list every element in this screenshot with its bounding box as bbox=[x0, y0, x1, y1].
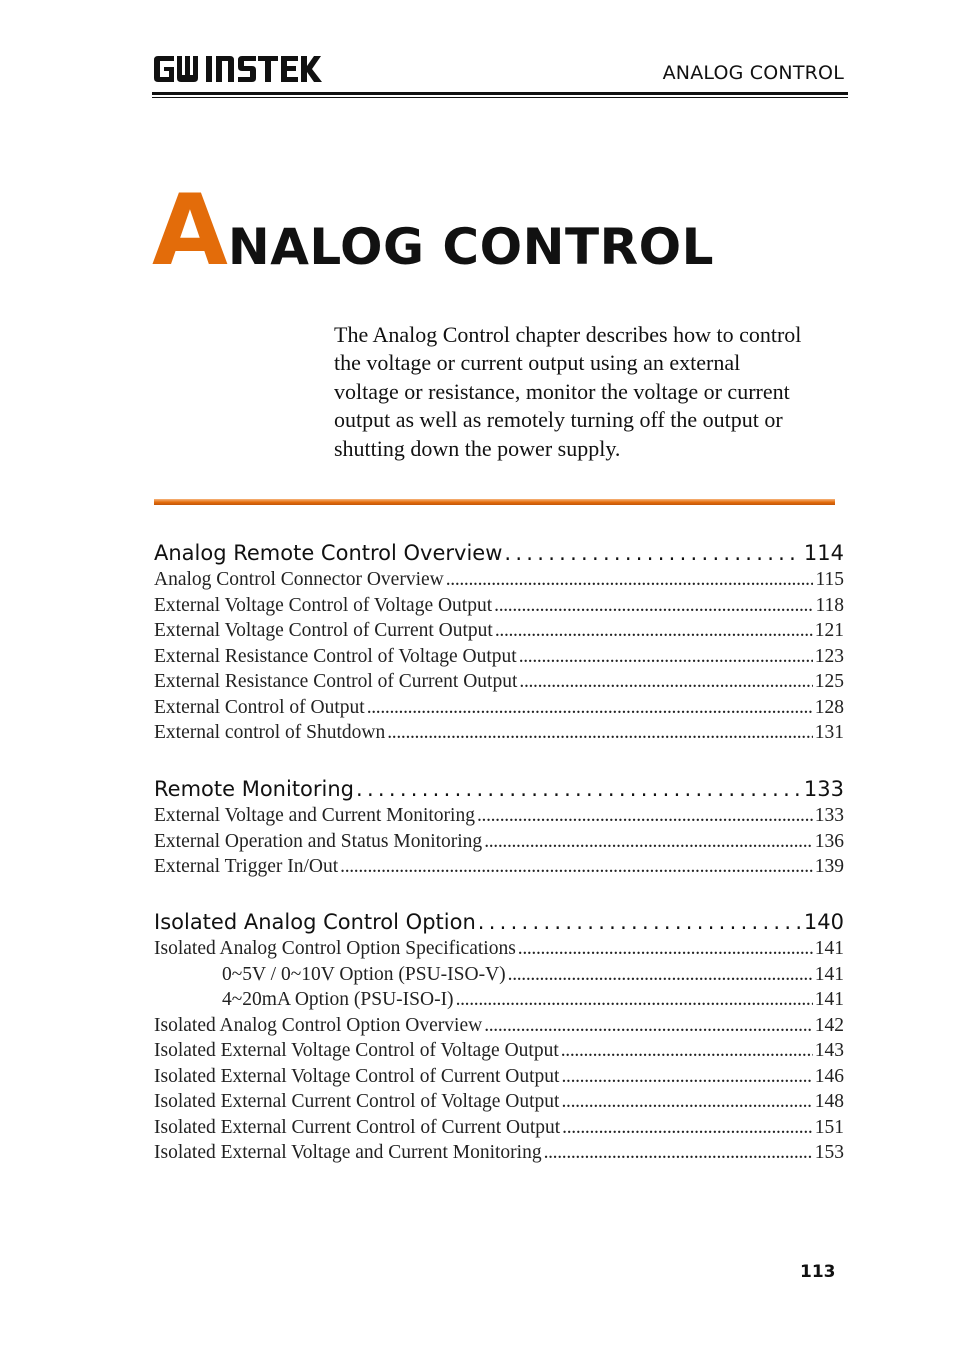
toc-group bbox=[154, 775, 844, 880]
toc-entry-page: 146 bbox=[814, 1065, 844, 1087]
toc-entry[interactable] bbox=[154, 1038, 844, 1064]
toc-leader-dots bbox=[387, 720, 813, 746]
toc-leader-dots bbox=[519, 644, 813, 670]
toc-entry[interactable] bbox=[154, 695, 844, 721]
toc-entry[interactable] bbox=[154, 1013, 844, 1039]
toc-subentry[interactable] bbox=[154, 987, 844, 1013]
toc-entry[interactable] bbox=[154, 803, 844, 829]
toc-leader-dots bbox=[356, 775, 802, 803]
toc-entry-page: 141 bbox=[814, 938, 844, 959]
toc-entry-label: External Trigger In/Out bbox=[154, 856, 339, 877]
header-rule-thin bbox=[152, 97, 848, 98]
toc-entry-label: Analog Control Connector Overview bbox=[154, 569, 444, 590]
toc-entry-page: 115 bbox=[815, 569, 844, 590]
toc-leader-dots bbox=[561, 1064, 812, 1090]
toc-leader-dots bbox=[561, 1038, 813, 1064]
toc-entry-label: External Operation and Status Monitoring bbox=[154, 830, 483, 852]
toc-entry[interactable] bbox=[154, 854, 844, 880]
toc-entry-label: External Voltage Control of Current Output bbox=[154, 620, 493, 641]
toc-group bbox=[154, 908, 844, 1166]
toc-section-heading[interactable] bbox=[154, 908, 844, 936]
toc-leader-dots bbox=[504, 539, 802, 567]
toc-entry-label: Isolated External Voltage Control of Voltage Output bbox=[154, 1040, 559, 1061]
toc-leader-dots bbox=[478, 908, 802, 936]
toc-entry[interactable] bbox=[154, 829, 844, 855]
toc-entry[interactable] bbox=[154, 1064, 844, 1090]
toc-entry-page: 153 bbox=[814, 1142, 844, 1163]
toc-entry-label: External Resistance Control of Current Output bbox=[154, 671, 518, 692]
toc-leader-dots bbox=[544, 1140, 813, 1166]
toc-entry-page: 141 bbox=[814, 963, 844, 985]
toc-entry-label: Isolated External Current Control of Current Output bbox=[154, 1116, 561, 1138]
toc-entry-label: Isolated External Voltage Control of Current Output bbox=[154, 1065, 560, 1087]
toc-leader-dots bbox=[519, 669, 812, 695]
toc-leader-dots bbox=[484, 829, 813, 855]
toc-entry-label: Isolated External Current Control of Voltage Output bbox=[154, 1091, 560, 1112]
toc-entry[interactable] bbox=[154, 720, 844, 746]
toc-entry-label: External control of Shutdown bbox=[154, 722, 386, 743]
chapter-title bbox=[152, 174, 714, 288]
toc-entry-label: Isolated External Voltage and Current Monitoring bbox=[154, 1142, 542, 1163]
page-number: 113 bbox=[800, 1262, 836, 1282]
toc-entry[interactable] bbox=[154, 1140, 844, 1166]
toc-group bbox=[154, 539, 844, 746]
toc-entry[interactable] bbox=[154, 567, 844, 593]
toc-entry-page: 148 bbox=[814, 1091, 844, 1112]
toc-entry-label: Isolated Analog Control Option Specifications bbox=[154, 938, 516, 959]
toc-section-heading[interactable] bbox=[154, 539, 844, 567]
toc-entry-label: 4~20mA Option (PSU-ISO-I) bbox=[222, 989, 454, 1010]
toc-entry-page: 142 bbox=[814, 1014, 844, 1036]
chapter-intro: The Analog Control chapter describes how to control the voltage or current output using an external voltage or resistance, monitor the voltage or current output as well as remotely turning off the output or shutting down the power supply. bbox=[334, 322, 802, 461]
toc-entry-page: 131 bbox=[814, 722, 844, 743]
toc-entry-label: External Voltage Control of Voltage Output bbox=[154, 594, 493, 616]
toc-section-page: 114 bbox=[803, 541, 844, 565]
toc-entry[interactable] bbox=[154, 644, 844, 670]
toc-entry-page: 128 bbox=[814, 696, 844, 718]
toc-leader-dots bbox=[477, 803, 813, 829]
toc-entry-page: 118 bbox=[815, 594, 844, 616]
toc-leader-dots bbox=[495, 618, 813, 644]
toc-entry[interactable] bbox=[154, 1115, 844, 1141]
toc-entry-label: Isolated Analog Control Option Overview bbox=[154, 1014, 483, 1036]
toc-entry-page: 151 bbox=[814, 1116, 844, 1138]
toc-entry-page: 133 bbox=[814, 805, 844, 826]
toc-section-heading[interactable] bbox=[154, 775, 844, 803]
toc-entry-page: 121 bbox=[814, 620, 844, 641]
toc-entry-page: 139 bbox=[814, 856, 844, 877]
toc-section-title: Remote Monitoring bbox=[154, 777, 355, 801]
chapter-title-rest: NALOG CONTROL bbox=[227, 218, 714, 276]
toc-section-title: Isolated Analog Control Option bbox=[154, 910, 476, 934]
toc-entry-page: 141 bbox=[814, 989, 844, 1010]
toc-entry[interactable] bbox=[154, 1089, 844, 1115]
toc-leader-dots bbox=[494, 593, 813, 619]
toc-leader-dots bbox=[508, 962, 813, 988]
toc-section-page: 133 bbox=[803, 777, 844, 801]
toc-entry[interactable] bbox=[154, 618, 844, 644]
toc-entry-page: 125 bbox=[814, 671, 844, 692]
toc-entry-label: External Resistance Control of Voltage Output bbox=[154, 645, 517, 667]
toc-entry[interactable] bbox=[154, 669, 844, 695]
toc-section-title: Analog Remote Control Overview bbox=[154, 541, 503, 565]
toc-leader-dots bbox=[484, 1013, 813, 1039]
toc-entry-label: 0~5V / 0~10V Option (PSU-ISO-V) bbox=[222, 963, 506, 985]
toc-leader-dots bbox=[561, 1089, 812, 1115]
toc-leader-dots bbox=[518, 936, 813, 962]
header-section-title: ANALOG CONTROL bbox=[662, 62, 844, 84]
toc-entry-label: External Voltage and Current Monitoring bbox=[154, 805, 475, 826]
toc-entry-page: 123 bbox=[814, 645, 844, 667]
toc-leader-dots bbox=[446, 567, 814, 593]
toc-leader-dots bbox=[562, 1115, 813, 1141]
toc-entry-page: 136 bbox=[814, 830, 844, 852]
gw-instek-logo bbox=[154, 56, 322, 82]
toc-leader-dots bbox=[340, 854, 813, 880]
toc-entry-label: External Control of Output bbox=[154, 696, 365, 718]
toc-section-page: 140 bbox=[803, 910, 844, 934]
toc-entry-page: 143 bbox=[814, 1040, 844, 1061]
toc-entry[interactable] bbox=[154, 593, 844, 619]
orange-divider bbox=[154, 499, 835, 505]
toc-leader-dots bbox=[456, 987, 813, 1013]
toc-subentry[interactable] bbox=[154, 962, 844, 988]
toc-entry[interactable] bbox=[154, 936, 844, 962]
chapter-title-initial: A bbox=[152, 174, 228, 288]
header-rule bbox=[152, 92, 848, 95]
toc-leader-dots bbox=[367, 695, 813, 721]
